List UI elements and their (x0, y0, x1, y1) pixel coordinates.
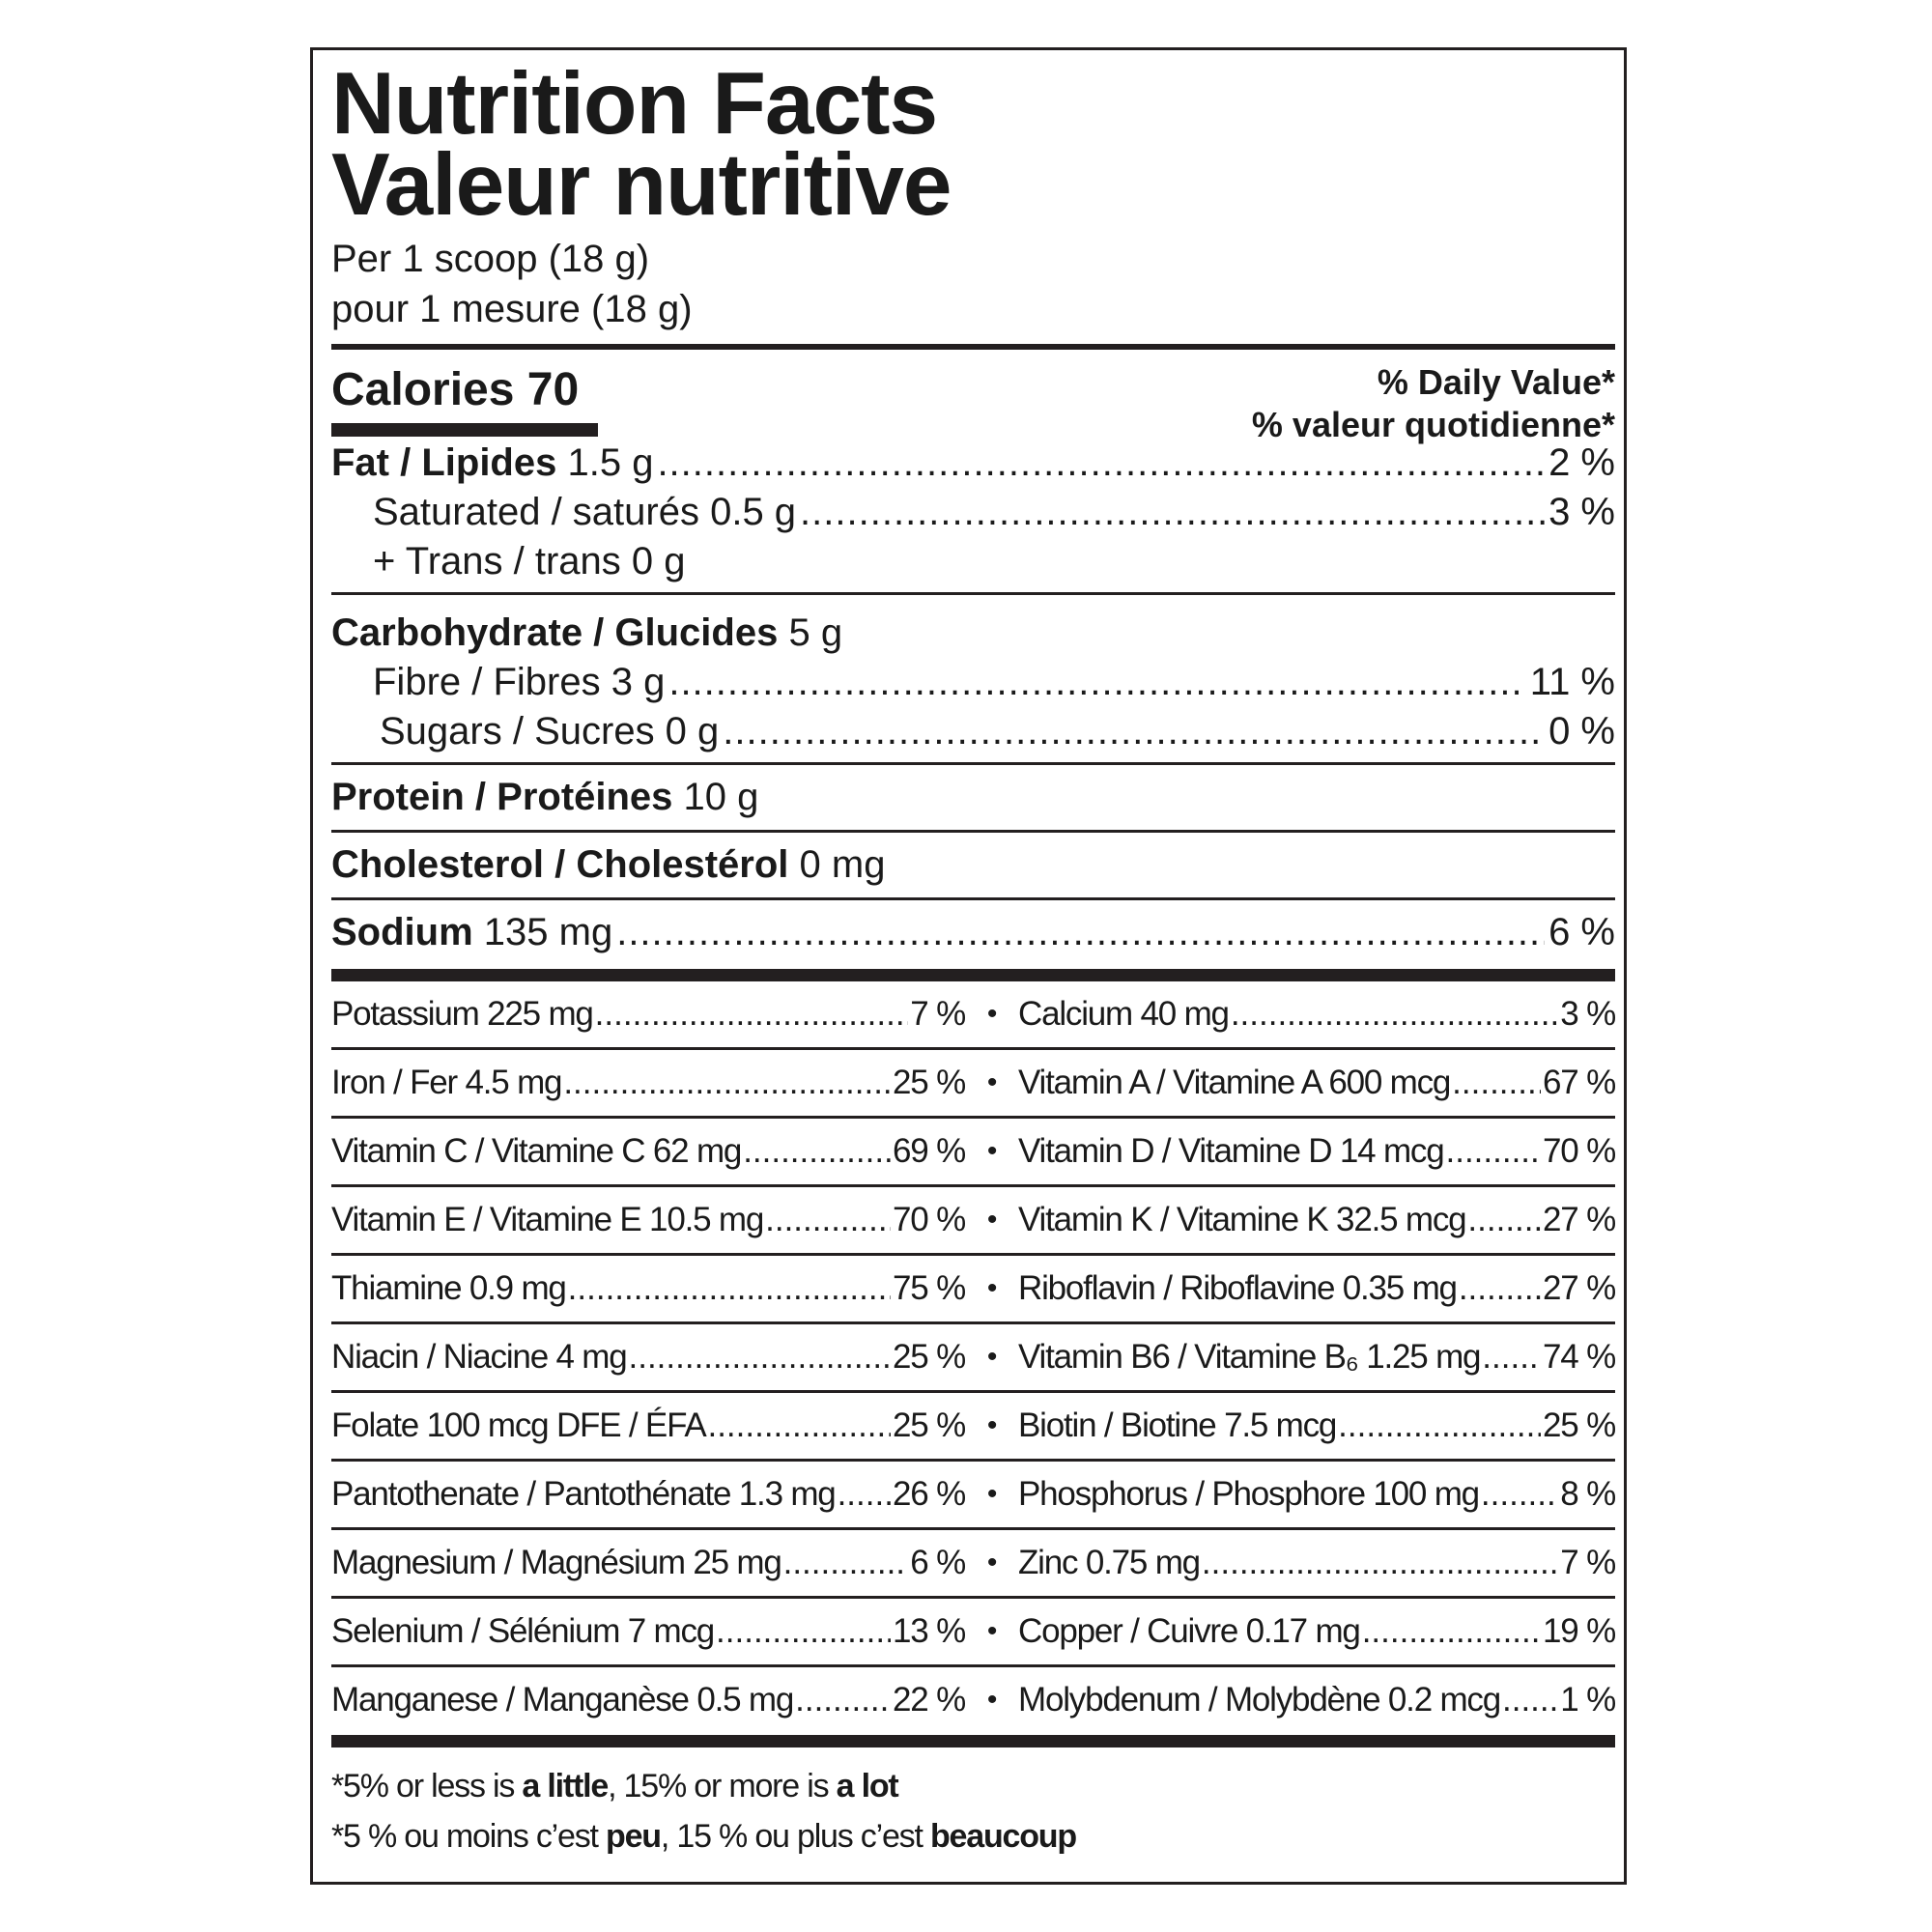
micronutrient-left-cell (331, 1201, 965, 1239)
micronutrient-right-cell (1018, 1269, 1615, 1308)
micronutrient-left-cell (331, 1612, 965, 1651)
micronutrient-dv: 74 % (1543, 1338, 1615, 1376)
micronutrient-dv: 3 % (1560, 995, 1615, 1033)
leader-dots (595, 995, 909, 1034)
protein-amount: 10 g (672, 776, 759, 818)
fat-amount: 1.5 g (556, 441, 654, 484)
micronutrient-row (331, 1462, 1615, 1527)
leader-dots (563, 1064, 891, 1102)
micronutrient-dv: 25 % (893, 1406, 965, 1444)
micronutrient-label: Vitamin C / Vitamine C 62 mg (331, 1132, 742, 1170)
leader-dots (783, 1544, 909, 1582)
carbohydrate-section (331, 595, 1615, 762)
micronutrient-label: Folate 100 mcg DFE / ÉFA (331, 1406, 706, 1444)
micronutrient-label: Manganese / Manganèse 0.5 mg (331, 1681, 794, 1719)
micronutrient-label: Vitamin B6 / Vitamine B₆ 1.25 mg (1018, 1338, 1481, 1376)
footnote-text: , 15% or more is (608, 1768, 837, 1804)
micronutrient-dv: 1 % (1560, 1681, 1615, 1719)
daily-value-header (1252, 361, 1615, 446)
micronutrient-label: Vitamin D / Vitamine D 14 mcg (1018, 1132, 1444, 1170)
micronutrient-left-cell (331, 1269, 965, 1308)
micronutrient-left-cell (331, 995, 965, 1034)
micronutrient-label: Thiamine 0.9 mg (331, 1269, 566, 1307)
bullet-separator: • (986, 1204, 997, 1236)
divider-rule-thick (331, 1735, 1615, 1747)
micronutrient-dv: 25 % (893, 1338, 965, 1376)
bullet-separator: • (986, 998, 997, 1030)
saturated-dv: 3 % (1548, 491, 1615, 533)
footnote-emphasis: peu (606, 1818, 661, 1855)
sugars-label: Sugars / Sucres 0 g (380, 710, 720, 753)
footnote (331, 1747, 1615, 1861)
serving-size-english: Per 1 scoop (18 g) (331, 238, 650, 280)
cholesterol-label: Cholesterol / Cholestérol (331, 843, 789, 886)
micronutrient-dv: 25 % (893, 1064, 965, 1101)
micronutrient-row (331, 1256, 1615, 1321)
micronutrient-label: Copper / Cuivre 0.17 mg (1018, 1612, 1360, 1650)
footnote-emphasis: beaucoup (929, 1818, 1076, 1855)
micronutrient-left-cell (331, 1338, 965, 1377)
fibre-row (331, 658, 1615, 707)
micronutrient-right-cell (1018, 1475, 1615, 1514)
sugars-dv: 0 % (1548, 710, 1615, 753)
bullet-separator: • (986, 1547, 997, 1578)
micronutrient-left-cell (331, 1132, 965, 1171)
micronutrient-dv: 27 % (1543, 1201, 1615, 1238)
carbohydrate-row (331, 609, 1615, 658)
footnote-emphasis: a little (522, 1768, 609, 1804)
calories-underline (331, 423, 598, 437)
micronutrient-label: Vitamin K / Vitamine K 32.5 mcg (1018, 1201, 1466, 1238)
leader-dots (743, 1132, 891, 1171)
micronutrient-dv: 13 % (893, 1612, 965, 1650)
micronutrient-right-cell (1018, 1612, 1615, 1651)
footnote-english (331, 1761, 1615, 1811)
fibre-dv: 11 % (1529, 661, 1615, 703)
micronutrient-dv: 69 % (893, 1132, 965, 1170)
trans-row (331, 537, 1615, 586)
micronutrient-right-cell (1018, 995, 1615, 1034)
micronutrient-dv: 26 % (893, 1475, 965, 1513)
micronutrient-dv: 25 % (1543, 1406, 1615, 1444)
micronutrient-dv: 19 % (1543, 1612, 1615, 1650)
title-english: Nutrition Facts (331, 55, 938, 153)
micronutrient-label: Magnesium / Magnésium 25 mg (331, 1544, 781, 1581)
leader-dots (1502, 1681, 1558, 1719)
micronutrient-dv: 27 % (1543, 1269, 1615, 1307)
micronutrient-row (331, 1530, 1615, 1596)
micronutrient-row (331, 1393, 1615, 1459)
sodium-dv: 6 % (1548, 911, 1615, 953)
protein-row (331, 773, 1615, 822)
micronutrient-row (331, 1050, 1615, 1116)
micronutrient-dv: 7 % (1560, 1544, 1615, 1581)
bullet-separator: • (986, 1341, 997, 1373)
title-french: Valeur nutritive (331, 136, 952, 234)
micronutrient-right-cell (1018, 1064, 1615, 1102)
cholesterol-section (331, 833, 1615, 897)
micronutrient-label: Zinc 0.75 mg (1018, 1544, 1200, 1581)
serving-size-french: pour 1 mesure (18 g) (331, 288, 693, 330)
leader-dots (1459, 1269, 1541, 1308)
micronutrients-table (331, 981, 1615, 1733)
carbohydrate-amount: 5 g (778, 611, 843, 654)
daily-value-french: % valeur quotidienne* (1251, 405, 1615, 444)
leader-dots (668, 658, 1525, 707)
micronutrient-left-cell (331, 1475, 965, 1514)
micronutrient-label: Riboflavin / Riboflavine 0.35 mg (1018, 1269, 1457, 1307)
micronutrient-dv: 70 % (1543, 1132, 1615, 1170)
leader-dots (800, 488, 1545, 537)
micronutrient-dv: 7 % (910, 995, 965, 1033)
leader-dots (1446, 1132, 1542, 1171)
sodium-section (331, 900, 1615, 969)
micronutrient-right-cell (1018, 1544, 1615, 1582)
micronutrient-right-cell (1018, 1406, 1615, 1445)
bullet-separator: • (986, 1135, 997, 1167)
bullet-separator: • (986, 1272, 997, 1304)
leader-dots (1202, 1544, 1558, 1582)
micronutrient-label: Molybdenum / Molybdène 0.2 mcg (1018, 1681, 1500, 1719)
calories-value: Calories 70 (331, 364, 580, 415)
micronutrient-label: Phosphorus / Phosphore 100 mg (1018, 1475, 1479, 1513)
fat-section (331, 439, 1615, 592)
micronutrient-row (331, 1119, 1615, 1184)
bullet-separator: • (986, 1684, 997, 1716)
leader-dots (707, 1406, 891, 1445)
footnote-text: *5% or less is (331, 1768, 523, 1804)
leader-dots (629, 1338, 892, 1377)
micronutrient-row (331, 1667, 1615, 1733)
sodium-label: Sodium (331, 911, 473, 953)
leader-dots (716, 1612, 891, 1651)
bullet-separator: • (986, 1478, 997, 1510)
micronutrient-label: Biotin / Biotine 7.5 mcg (1018, 1406, 1337, 1444)
leader-dots (795, 1681, 891, 1719)
sodium-amount: 135 mg (472, 911, 613, 953)
nutrition-facts-label (310, 47, 1627, 1885)
carbohydrate-label: Carbohydrate / Glucides (331, 611, 779, 654)
sugars-row (331, 707, 1615, 756)
micronutrient-right-cell (1018, 1338, 1615, 1377)
micronutrient-label: Potassium 225 mg (331, 995, 593, 1033)
micronutrient-row (331, 981, 1615, 1047)
leader-dots (1338, 1406, 1541, 1445)
micronutrient-left-cell (331, 1064, 965, 1102)
micronutrient-dv: 67 % (1543, 1064, 1615, 1101)
protein-label: Protein / Protéines (331, 776, 673, 818)
saturated-row (331, 488, 1615, 537)
bullet-separator: • (986, 1615, 997, 1647)
fat-label: Fat / Lipides (331, 441, 557, 484)
micronutrient-left-cell (331, 1544, 965, 1582)
micronutrient-dv: 22 % (893, 1681, 965, 1719)
micronutrient-label: Iron / Fer 4.5 mg (331, 1064, 562, 1101)
micronutrient-label: Pantothenate / Pantothénate 1.3 mg (331, 1475, 836, 1513)
footnote-text: , 15 % ou plus c’est (660, 1818, 930, 1855)
trans-label: + Trans / trans 0 g (373, 540, 686, 582)
saturated-label: Saturated / saturés 0.5 g (373, 491, 797, 533)
sodium-row (331, 908, 1615, 957)
micronutrient-right-cell (1018, 1132, 1615, 1171)
micronutrient-label: Selenium / Sélénium 7 mcg (331, 1612, 715, 1650)
micronutrient-left-cell (331, 1406, 965, 1445)
bullet-separator: • (986, 1066, 997, 1098)
leader-dots (1482, 1338, 1541, 1377)
footnote-french (331, 1811, 1615, 1861)
micronutrient-left-cell (331, 1681, 965, 1719)
micronutrient-dv: 70 % (893, 1201, 965, 1238)
micronutrient-row (331, 1599, 1615, 1664)
leader-dots (1452, 1064, 1541, 1102)
leader-dots (1481, 1475, 1558, 1514)
leader-dots (838, 1475, 891, 1514)
micronutrient-dv: 75 % (893, 1269, 965, 1307)
leader-dots (1467, 1201, 1541, 1239)
micronutrient-label: Vitamin A / Vitamine A 600 mcg (1018, 1064, 1451, 1101)
micronutrient-row (331, 1324, 1615, 1390)
micronutrient-row (331, 1187, 1615, 1253)
daily-value-english: % Daily Value* (1377, 362, 1615, 402)
bullet-separator: • (986, 1409, 997, 1441)
divider-rule-thick (331, 969, 1615, 981)
protein-section (331, 765, 1615, 830)
micronutrient-label: Vitamin E / Vitamine E 10.5 mg (331, 1201, 764, 1238)
footnote-emphasis: a lot (836, 1768, 898, 1804)
leader-dots (1231, 995, 1558, 1034)
cholesterol-row (331, 840, 1615, 890)
leader-dots (723, 707, 1545, 756)
leader-dots (765, 1201, 891, 1239)
micronutrient-label: Niacin / Niacine 4 mg (331, 1338, 627, 1376)
calories-row (331, 350, 1615, 444)
leader-dots (568, 1269, 891, 1308)
micronutrient-label: Calcium 40 mg (1018, 995, 1229, 1033)
fat-dv: 2 % (1548, 441, 1615, 484)
cholesterol-amount: 0 mg (788, 843, 886, 886)
label-content (331, 55, 1615, 1861)
micronutrient-right-cell (1018, 1681, 1615, 1719)
fibre-label: Fibre / Fibres 3 g (373, 661, 666, 703)
leader-dots (1362, 1612, 1541, 1651)
micronutrient-dv: 6 % (910, 1544, 965, 1581)
micronutrient-dv: 8 % (1560, 1475, 1615, 1513)
footnote-text: *5 % ou moins c’est (331, 1818, 607, 1855)
micronutrient-right-cell (1018, 1201, 1615, 1239)
leader-dots (616, 908, 1545, 957)
